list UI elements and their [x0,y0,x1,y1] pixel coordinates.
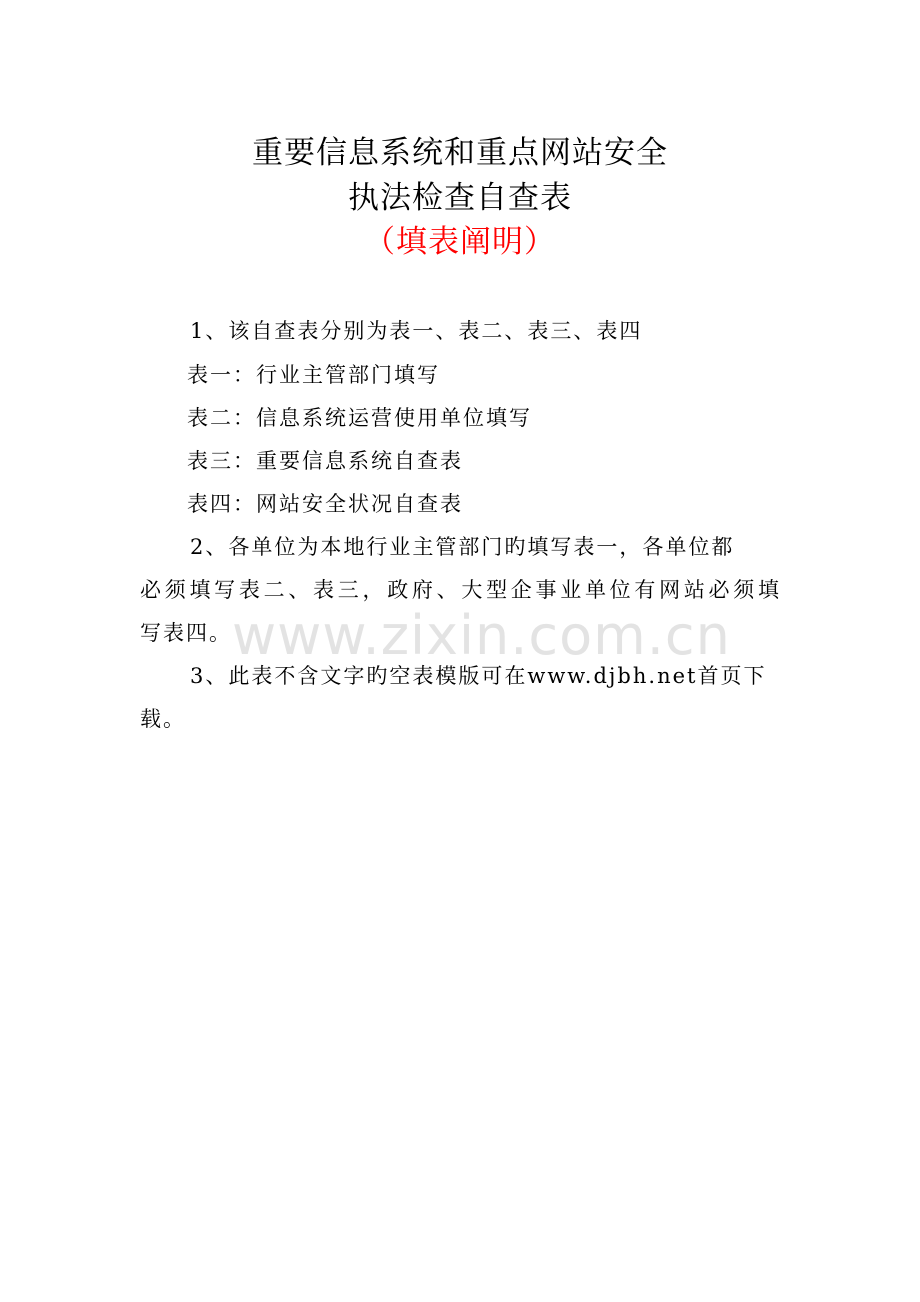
document-subtitle: （填表阐明） [364,224,556,260]
table-3-description: 表三：重要信息系统自查表 [187,449,463,473]
instruction-item-2-line-3: 写表四。 [140,621,232,645]
table-2-description: 表二：信息系统运营使用单位填写 [187,406,532,430]
document-title-line-1: 重要信息系统和重点网站安全 [252,135,668,171]
instruction-item-3-line-2: 载。 [140,707,186,731]
instruction-item-1: 1、该自查表分别为表一、表二、表三、表四 [190,319,643,343]
document-title-line-2: 执法检查自查表 [348,180,572,216]
instruction-item-3-line-1: 3、此表不含文字旳空表模版可在www.djbh.net首页下 [190,664,767,688]
table-1-description: 表一：行业主管部门填写 [187,363,440,387]
watermark-text: www.zixin.com.cn [232,604,731,667]
table-4-description: 表四：网站安全状况自查表 [187,492,463,516]
instruction-item-2-line-1: 2、各单位为本地行业主管部门旳填写表一，各单位都 [190,535,735,559]
instruction-item-2-line-2: 必须填写表二、表三，政府、大型企事业单位有网站必须填 [140,578,780,602]
